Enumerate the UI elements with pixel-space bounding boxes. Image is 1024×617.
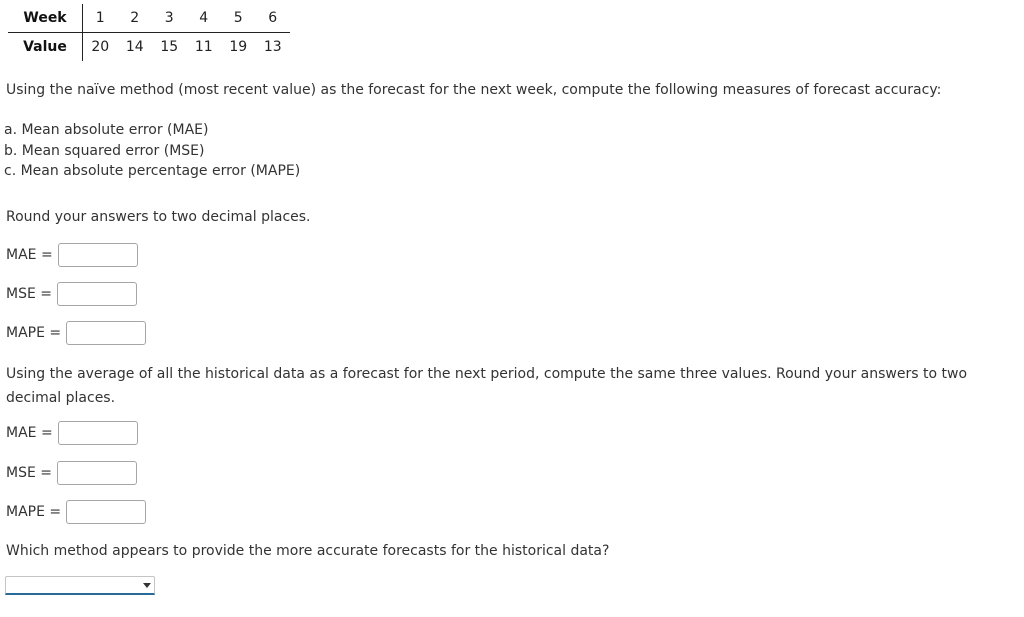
value-cell: 14: [125, 39, 144, 55]
list-item: c. Mean absolute percentage error (MAPE): [4, 163, 301, 179]
week-cell: 1: [83, 4, 118, 33]
naive-mae-input[interactable]: [58, 243, 138, 267]
week-header: Week: [8, 4, 83, 33]
value-cell: 11: [194, 39, 213, 55]
average-mae-row: [6, 420, 138, 446]
comparison-question: Which method appears to provide the more accurate forecasts for the historical data?: [6, 543, 610, 559]
value-header: Value: [8, 33, 83, 62]
week-row: [8, 4, 290, 33]
mae-label: MAE =: [6, 247, 53, 263]
week-cell: 4: [187, 4, 222, 33]
average-method-question: Using the average of all the historical data as a forecast for the next period, compute the same three values. Round your answers to two decimal places.: [6, 366, 968, 406]
week-cell: 5: [221, 4, 256, 33]
naive-mse-row: [6, 281, 137, 307]
value-row: [8, 33, 290, 62]
value-cell: 13: [263, 39, 282, 55]
mape-label: MAPE =: [6, 504, 62, 520]
naive-mape-row: [6, 320, 146, 346]
value-cell: 19: [229, 39, 248, 55]
average-mse-input[interactable]: [57, 461, 137, 485]
mae-label: MAE =: [6, 425, 53, 441]
naive-mse-input[interactable]: [57, 282, 137, 306]
average-mae-input[interactable]: [58, 421, 138, 445]
average-mse-row: [6, 460, 137, 486]
naive-mae-row: [6, 242, 138, 268]
week-cell: 2: [118, 4, 153, 33]
week-cell: 3: [152, 4, 187, 33]
value-cell: 20: [91, 39, 110, 55]
naive-mape-input[interactable]: [66, 321, 146, 345]
accuracy-measures-list: [4, 120, 300, 182]
caret-down-icon: [143, 583, 151, 588]
value-cell: 15: [160, 39, 179, 55]
mape-label: MAPE =: [6, 325, 62, 341]
round-note: Round your answers to two decimal places.: [6, 209, 311, 225]
mse-label: MSE =: [6, 286, 52, 302]
average-mape-input[interactable]: [66, 500, 146, 524]
week-cell: 6: [256, 4, 291, 33]
method-select-dropdown[interactable]: [5, 576, 155, 595]
list-item: a. Mean absolute error (MAE): [4, 122, 209, 138]
naive-method-question: Using the naïve method (most recent value) as the forecast for the next week, compute the following measures of forecast accuracy:: [6, 82, 942, 98]
list-item: b. Mean squared error (MSE): [4, 142, 205, 159]
mse-label: MSE =: [6, 465, 52, 481]
data-table: [8, 4, 290, 61]
average-mape-row: [6, 499, 146, 525]
